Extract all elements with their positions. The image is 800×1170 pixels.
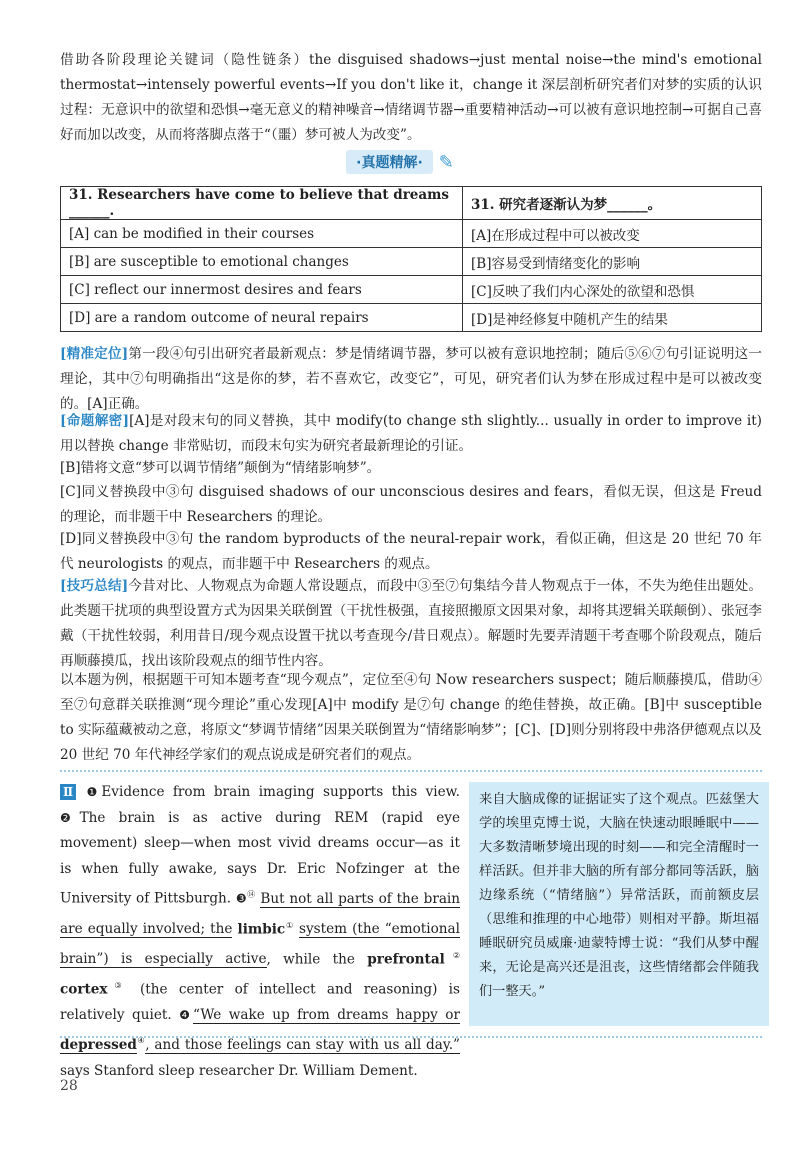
question-table (60, 186, 762, 332)
option-en: [A] can be modified in their courses (61, 220, 463, 248)
sentence-3-part-b: system (the “emotional brain”) is especially active (60, 921, 460, 968)
paragraph-badge: Ⅱ (60, 784, 76, 800)
note-ref: ① (285, 920, 294, 930)
sentence-number: ❹ (179, 1007, 194, 1022)
option-zh: [C]反映了我们内心深处的欲望和恐惧 (463, 276, 762, 304)
sentence-1: Evidence from brain imaging supports this view. (101, 784, 460, 800)
question-stem-row (61, 187, 762, 220)
option-en: [C] reflect our innermost desires and fears (61, 276, 463, 304)
section-title (0, 150, 800, 174)
option-zh: [A]在形成过程中可以被改变 (463, 220, 762, 248)
label-precise-location: [精准定位] (60, 346, 129, 362)
analysis-option-b: [B]错将文意“梦可以调节情绪”颠倒为“情绪影响梦”。 (60, 460, 381, 476)
intro-paragraph: 借助各阶段理论关键词（隐性链条）the disguised shadows→just mental noise→the mind's emotional thermostat→intensely powerful events→If you don't like it，change it 深层剖析研究者们对梦的实质的认识过程：无意识中的欲望和恐惧→毫无意义的精神噪音→情绪调节器→重要精神活动→可以被有意识地控制→可据自己喜好而加以改变，从而将落脚点落于“（噩）梦可被人为改变”。 (60, 52, 762, 143)
word-depressed: depressed (60, 1037, 137, 1053)
sentence-3-part-d: (the center of intellect and reasoning) is relatively quiet. (60, 981, 461, 1023)
sentence-2: The brain is as active during REM (rapid eye movement) sleep—when most vivid dreams occur—as it is when fully awake, says Dr. Eric Nofzinger at the University of Pittsburgh. (60, 809, 460, 907)
sentence-3-part-a: But not all parts of the brain are equally involved; the (60, 890, 461, 938)
option-en: [B] are susceptible to emotional changes (61, 248, 463, 276)
sentence-number: ❸ (235, 891, 248, 906)
question-stem-en: 31. Researchers have come to believe that dreams ______. (61, 187, 463, 220)
sentence-4-part-c: says Stanford sleep researcher Dr. William Dement. (60, 1062, 418, 1079)
section-title-label: ·真题精解· (346, 150, 433, 174)
analysis-precise-location (60, 342, 762, 417)
analysis-example: 以本题为例，根据题干可知本题考查“现今观点”，定位至④句 Now researchers suspect；随后顺藤摸瓜，借助④至⑦句意群关联推测“现今理论”重心发现[A]中 modify 是⑦句 change 的绝佳替换，故正确。[B]中 susceptible to 实际蕴藏被动之意，将原文“梦调节情绪”因果关联倒置为“情绪影响梦”；[C]、[D]则分别将段中弗洛伊德观点以及 20 世纪 70 年代神经学家们的观点说成是研究者们的观点。 (60, 672, 762, 763)
word-limbic: limbic (237, 921, 286, 938)
label-proposition: [命题解密] (60, 413, 130, 429)
precise-location-text: 第一段④句引出研究者最新观点：梦是情绪调节器，梦可以被有意识地控制；随后⑤⑥⑦句引证说明这一理论，其中⑦句明确指出“这是你的梦，若不喜欢它，改变它”，可见，研究者们认为梦在形成过程中是可以被改变的。[A]正确。 (60, 346, 762, 412)
option-row (61, 248, 762, 276)
proposition-text: [A]是对段末句的同义替换，其中 modify(to change sth slightly... usually in order to improve it)用以替换 change 非常贴切，而段末句实为研究者最新理论的引证。 (60, 413, 762, 454)
note-ref: ③ (107, 980, 129, 990)
sentence-3-part-c: , while the (266, 951, 355, 968)
option-zh: [B]容易受到情绪变化的影响 (463, 248, 762, 276)
divider-bottom (60, 1036, 762, 1038)
passage-paragraph (60, 780, 460, 1084)
question-mark-ref: ⑭ (247, 890, 256, 900)
note-ref: ② (444, 950, 461, 960)
pen-icon: ✎ (438, 152, 454, 173)
question-stem-zh: 31. 研究者逐渐认为梦______。 (463, 187, 762, 220)
sentence-4-part-a: “We wake up from dreams happy or (193, 1006, 460, 1023)
note-ref: ④ (136, 1036, 146, 1046)
option-en: [D] are a random outcome of neural repairs (61, 304, 463, 332)
option-zh: [D]是神经修复中随机产生的结果 (463, 304, 762, 332)
sentence-4-part-b: , and those feelings can stay with us all day.” (145, 1037, 461, 1053)
sentence-number: ❷ (60, 810, 80, 825)
analysis-option-c: [C]同义替换段中③句 disguised shadows of our unconscious desires and fears，看似无误，但这是 Freud 的理论，而非题干中 Researchers 的理论。 (60, 484, 762, 525)
option-row (61, 220, 762, 248)
sentence-number: ❶ (86, 785, 102, 799)
analysis-skill-summary (60, 574, 762, 674)
page-number: 28 (60, 1078, 78, 1094)
skill-summary-text: 今昔对比、人物观点为命题人常设题点，而段中③至⑦句集结今昔人物观点于一体，不失为绝佳出题处。此类题干扰项的典型设置方式为因果关联倒置（干扰性极强，直接照搬原文因果对象，却将其逻辑关联颠倒）、张冠李戴（干扰性较弱，利用昔日/现今观点设置干扰以考查现今/昔日观点）。解题时先要弄清题干考查哪个阶段观点，随后再顺藤摸瓜，找出该阶段观点的细节性内容。 (60, 578, 762, 669)
word-cortex: cortex (60, 981, 108, 998)
translation-box: 来自大脑成像的证据证实了这个观点。匹兹堡大学的埃里克博士说，大脑在快速动眼睡眠中——大多数清晰梦境出现的时刻——和完全清醒时一样活跃。但并非大脑的所有部分都同等活跃，脑边缘系统（“情绪脑”）异常活跃，而前额皮层（思维和推理的中心地带）则相对平静。斯坦福睡眠研究员威廉·迪蒙特博士说：“我们从梦中醒来，无论是高兴还是沮丧，这些情绪都会伴随我们一整天。” (469, 782, 769, 1026)
divider-top (60, 770, 762, 772)
analysis-proposition (60, 409, 762, 459)
analysis-option-d: [D]同义替换段中③句 the random byproducts of the neural-repair work，看似正确，但这是 20 世纪 70 年代 neurologists 的观点，而非题干中 Researchers 的观点。 (60, 531, 762, 572)
option-row (61, 304, 762, 332)
word-prefrontal: prefrontal (367, 951, 445, 968)
option-row (61, 276, 762, 304)
label-skill-summary: [技巧总结] (60, 578, 129, 594)
